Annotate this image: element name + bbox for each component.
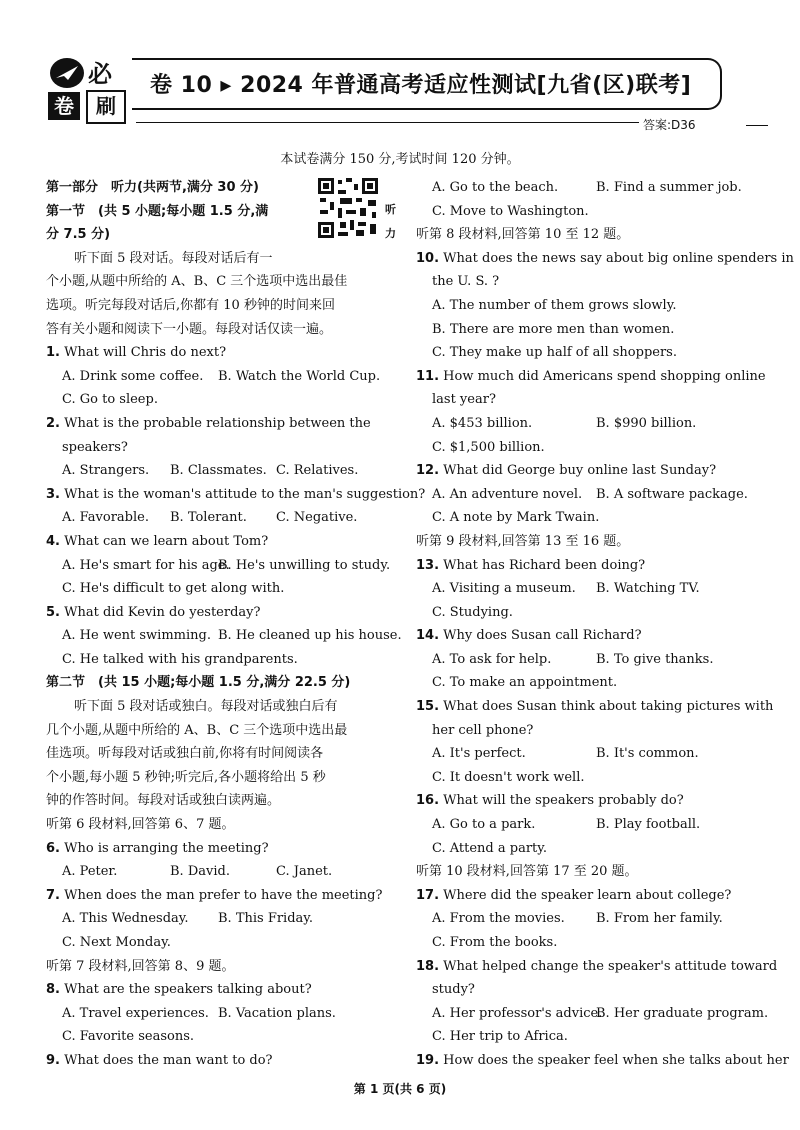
question-text-cont: her cell phone? <box>432 722 534 738</box>
question-number: 11. <box>416 368 440 384</box>
option-c: C. Studying. <box>432 604 513 620</box>
section2-directions: 几个小题,从题中所给的 A、B、C 三个选项中选出最 <box>46 722 348 738</box>
option-c: C. Favorite seasons. <box>62 1029 195 1045</box>
option-c: C. $1,500 billion. <box>432 439 545 455</box>
option-c: C. They make up half of all shoppers. <box>432 345 677 361</box>
page-header <box>46 54 720 132</box>
question-text-cont: the U. S. ? <box>432 274 500 290</box>
question-number: 14. <box>416 628 440 644</box>
question-number: 16. <box>416 793 440 809</box>
option-b: B. Watch the World Cup. <box>218 368 381 384</box>
question-10 <box>416 247 794 271</box>
question-text: What has Richard been doing? <box>443 557 646 573</box>
logo-char-shua: 刷 <box>86 90 126 124</box>
option-b: B. Tolerant. <box>170 510 247 526</box>
options-row <box>416 813 754 837</box>
section1-directions: 听下面 5 段对话。每段对话后有一 <box>74 250 273 266</box>
section1-title-cont: 分 7.5 分) <box>46 227 111 243</box>
option-a: A. This Wednesday. <box>62 911 189 927</box>
options-row <box>416 648 754 672</box>
option-b: B. A software package. <box>596 486 748 502</box>
option-a: A. $453 billion. <box>432 415 533 431</box>
options-row <box>46 624 402 648</box>
option-c: C. He talked with his grandparents. <box>62 651 298 667</box>
question-number: 10. <box>416 250 440 266</box>
option-b: B. To give thanks. <box>596 651 714 667</box>
answer-rule <box>136 122 696 123</box>
option-a: A. The number of them grows slowly. <box>432 297 677 313</box>
options-row <box>416 1002 769 1026</box>
answer-code: 答案:D36 <box>639 116 700 133</box>
question-text: What is the probable relationship between the <box>64 415 371 431</box>
options-row <box>46 907 384 931</box>
option-c: C. Go to sleep. <box>62 392 158 408</box>
question-number: 15. <box>416 699 440 715</box>
question-text: How does the speaker feel when she talks about her <box>443 1052 789 1068</box>
section2-directions: 佳选项。听每段对话或独白前,你将有时间阅读各 <box>46 746 324 762</box>
option-c: C. He's difficult to get along with. <box>62 581 285 597</box>
option-a: A. Go to the beach. <box>432 180 559 195</box>
option-b: B. From her family. <box>596 911 723 927</box>
page-footer: 第 1 页(共 6 页) <box>353 1082 447 1096</box>
part-title: 第一部分 听力(共两节,满分 30 分) <box>46 180 259 195</box>
question-text: Who is arranging the meeting? <box>64 840 269 856</box>
option-a: A. An adventure novel. <box>432 486 583 502</box>
options-row <box>416 412 754 436</box>
option-a: A. It's perfect. <box>432 746 526 762</box>
section1-directions: 选项。听完每段对话后,你都有 10 秒钟的时间来回 <box>46 297 335 313</box>
material-heading: 听第 9 段材料,回答第 13 至 16 题。 <box>416 533 630 549</box>
option-a: A. To ask for help. <box>432 651 552 667</box>
question-text: What did George buy online last Sunday? <box>443 463 717 479</box>
option-a: A. Strangers. <box>62 463 150 479</box>
question-number: 17. <box>416 887 440 903</box>
question-text: What does Susan think about taking pictures with <box>443 699 774 715</box>
question-text-cont: last year? <box>432 392 496 408</box>
options-row <box>46 554 391 578</box>
option-b: B. There are more men than women. <box>432 321 675 337</box>
option-b: B. Watching TV. <box>596 581 700 597</box>
question-text: When does the man prefer to have the meeting? <box>64 887 383 903</box>
question-11 <box>416 365 766 389</box>
option-a: A. He went swimming. <box>62 628 211 644</box>
qr-label: 听力 <box>385 203 396 240</box>
question-text: What are the speakers talking about? <box>64 982 312 998</box>
option-b: B. Find a summer job. <box>596 180 742 195</box>
section1-title: 第一节 (共 5 小题;每小题 1.5 分,满 <box>46 203 269 219</box>
option-a: A. From the movies. <box>432 911 565 927</box>
options-row <box>416 907 754 931</box>
question-number: 7. <box>46 887 60 903</box>
options-row <box>46 506 384 530</box>
question-number: 8. <box>46 982 60 998</box>
material-heading: 听第 8 段材料,回答第 10 至 12 题。 <box>416 227 630 243</box>
option-c: C. Relatives. <box>276 463 359 479</box>
question-number: 12. <box>416 463 440 479</box>
option-c: C. To make an appointment. <box>432 675 618 691</box>
left-column <box>46 176 426 1073</box>
section2-title: 第二节 (共 15 小题;每小题 1.5 分,满分 22.5 分) <box>46 675 351 691</box>
logo-emblem-icon <box>50 58 84 88</box>
option-b: B. Her graduate program. <box>596 1005 769 1021</box>
question-16 <box>416 789 754 813</box>
option-c: C. Attend a party. <box>432 840 548 856</box>
option-a: A. Go to a park. <box>432 817 536 833</box>
section2-directions: 听下面 5 段对话或独白。每段对话或独白后有 <box>74 699 338 715</box>
question-1 <box>46 341 384 365</box>
question-4 <box>46 530 384 554</box>
question-text: Why does Susan call Richard? <box>443 628 642 644</box>
option-c: C. Negative. <box>276 510 358 526</box>
question-text: What does the man want to do? <box>64 1052 273 1068</box>
option-c: C. A note by Mark Twain. <box>432 510 600 526</box>
brand-logo <box>46 54 128 124</box>
question-number: 18. <box>416 958 440 974</box>
question-18 <box>416 955 778 979</box>
right-column <box>416 176 794 1073</box>
option-c: C. Next Monday. <box>62 935 171 950</box>
qr-code-icon <box>316 176 380 240</box>
option-a: A. Favorable. <box>62 510 149 526</box>
exam-intro: 本试卷满分 150 分,考试时间 120 分钟。 <box>280 152 520 167</box>
question-number: 1. <box>46 345 60 361</box>
question-6 <box>46 837 384 861</box>
option-b: B. Classmates. <box>170 463 267 479</box>
option-b: B. He's unwilling to study. <box>218 557 391 573</box>
question-7 <box>46 884 384 908</box>
question-text: What is the woman's attitude to the man's suggestion? <box>64 486 426 502</box>
option-b: B. $990 billion. <box>596 415 697 431</box>
option-b: B. It's common. <box>596 746 699 762</box>
option-b: B. He cleaned up his house. <box>218 628 402 644</box>
question-text-cont: study? <box>432 982 475 998</box>
option-b: B. Vacation plans. <box>218 1005 336 1021</box>
question-number: 3. <box>46 486 60 502</box>
question-text: What can we learn about Tom? <box>64 533 269 549</box>
section2-directions: 钟的作答时间。每段对话或独白读两遍。 <box>46 793 281 809</box>
option-c: C. Move to Washington. <box>432 203 589 219</box>
option-b: B. Play football. <box>596 817 701 833</box>
question-5 <box>46 601 384 625</box>
question-2 <box>46 412 384 436</box>
option-c: C. From the books. <box>432 935 558 950</box>
options-row <box>416 577 754 601</box>
question-19 <box>416 1049 789 1073</box>
page-title: 卷 10 ▸ 2024 年普通高考适应性测试[九省(区)联考] <box>150 73 692 98</box>
option-a: A. Drink some coffee. <box>62 368 204 384</box>
question-number: 19. <box>416 1052 440 1068</box>
option-a: A. Her professor's advice. <box>432 1005 603 1021</box>
question-number: 13. <box>416 557 440 573</box>
question-8 <box>46 978 384 1002</box>
question-text: What does the news say about big online spenders in <box>443 250 794 266</box>
option-a: A. Visiting a museum. <box>432 581 576 597</box>
question-13 <box>416 554 754 578</box>
options-row <box>416 742 754 766</box>
option-c: C. It doesn't work well. <box>432 769 585 785</box>
option-b: B. David. <box>170 864 230 880</box>
option-c: C. Janet. <box>276 864 333 880</box>
section1-directions: 个小题,从题中所给的 A、B、C 三个选项中选出最佳 <box>46 274 348 290</box>
question-9 <box>46 1049 384 1073</box>
option-a: A. He's smart for his age. <box>62 557 230 573</box>
logo-char-bi: 必 <box>88 60 112 88</box>
question-text: What did Kevin do yesterday? <box>64 604 261 620</box>
question-text: What will Chris do next? <box>64 345 227 361</box>
material-heading: 听第 7 段材料,回答第 8、9 题。 <box>46 958 235 974</box>
question-text-cont: speakers? <box>62 439 128 455</box>
option-b: B. This Friday. <box>218 911 314 927</box>
question-number: 9. <box>46 1052 60 1068</box>
option-a: A. Travel experiences. <box>62 1005 209 1021</box>
question-15 <box>416 695 774 719</box>
logo-char-juan: 卷 <box>48 92 80 120</box>
options-row <box>46 459 384 483</box>
options-row <box>416 176 754 200</box>
options-row <box>46 860 384 884</box>
question-text: How much did Americans spend shopping online <box>443 368 766 384</box>
options-row <box>46 1002 384 1026</box>
options-row <box>416 483 754 507</box>
question-14 <box>416 624 754 648</box>
question-number: 6. <box>46 840 60 856</box>
material-heading: 听第 6 段材料,回答第 6、7 题。 <box>46 817 235 833</box>
question-3 <box>46 483 426 507</box>
answer-rule-tail <box>746 125 768 126</box>
question-number: 4. <box>46 533 60 549</box>
question-number: 2. <box>46 415 60 431</box>
option-a: A. Peter. <box>62 864 118 880</box>
section2-directions: 个小题,每小题 5 秒钟;听完后,各小题将给出 5 秒 <box>46 769 326 785</box>
question-number: 5. <box>46 604 60 620</box>
question-text: What helped change the speaker's attitude toward <box>443 958 778 974</box>
question-text: What will the speakers probably do? <box>443 793 684 809</box>
material-heading: 听第 10 段材料,回答第 17 至 20 题。 <box>416 864 638 880</box>
question-text: Where did the speaker learn about college? <box>443 887 732 903</box>
section1-directions: 答有关小题和阅读下一小题。每段对话仅读一遍。 <box>46 321 333 337</box>
question-17 <box>416 884 754 908</box>
question-12 <box>416 459 754 483</box>
option-c: C. Her trip to Africa. <box>432 1029 568 1045</box>
options-row <box>46 365 384 389</box>
